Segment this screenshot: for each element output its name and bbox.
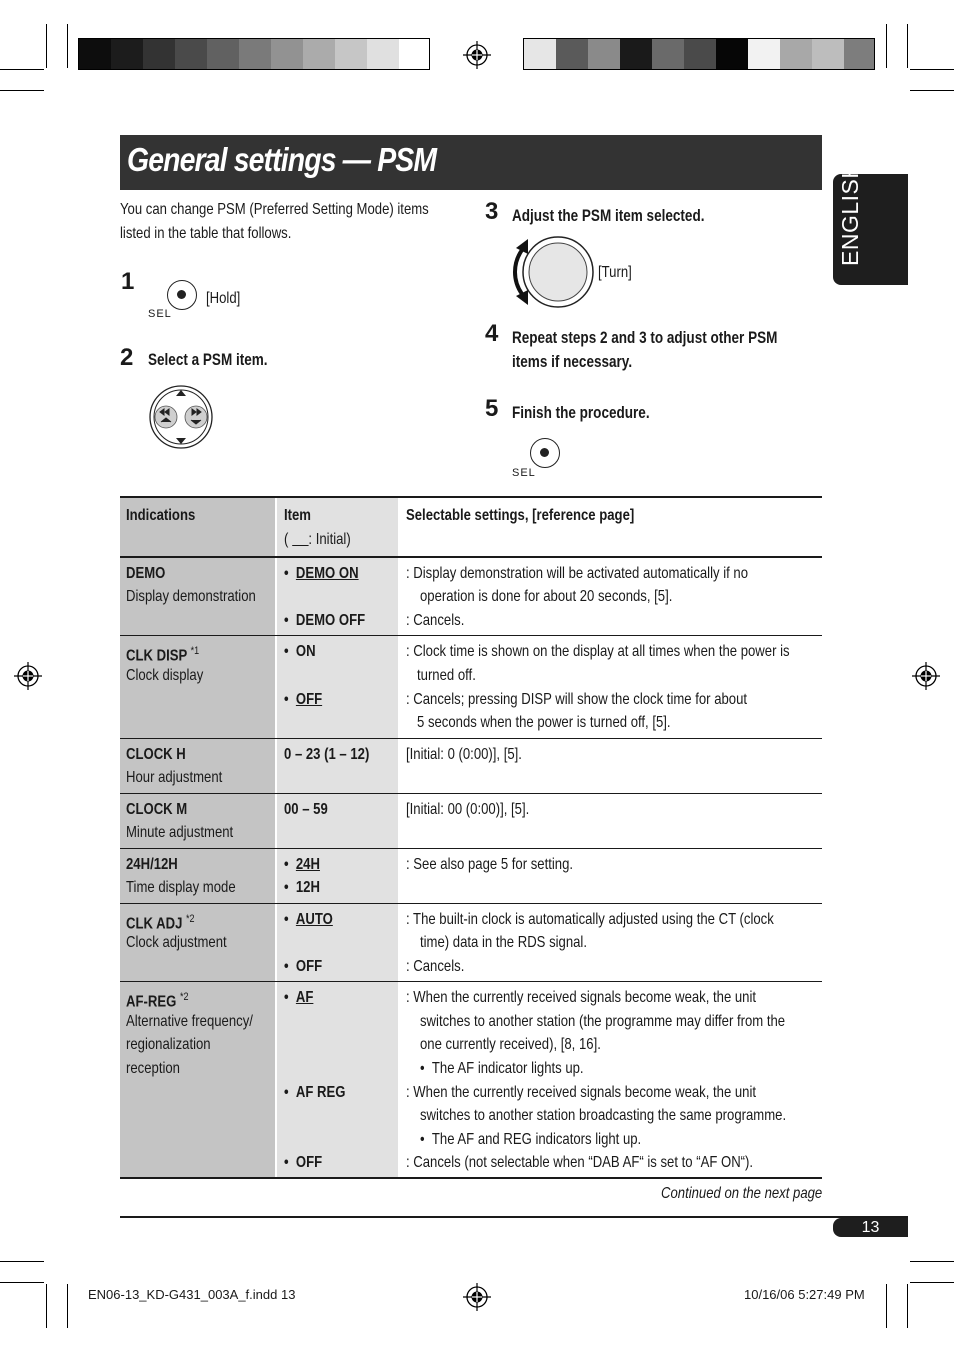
color-bar-right xyxy=(523,38,875,70)
row-afreg-setting: • The AF indicator lights up. xyxy=(420,1060,584,1077)
crop-mark xyxy=(46,24,47,68)
crop-mark xyxy=(910,69,954,70)
row-clkadj-name: CLK ADJ $^{*2}$ xyxy=(126,913,195,933)
table-rule xyxy=(120,903,822,904)
row-clkdisp-option: • ON xyxy=(284,643,316,660)
step-4-number: 4 xyxy=(485,320,499,347)
color-bar-left xyxy=(78,38,430,70)
step-5-text: Finish the procedure. xyxy=(512,404,650,422)
row-24h-setting: : See also page 5 for setting. xyxy=(406,856,574,873)
header-settings: Selectable settings, [reference page] xyxy=(406,507,635,524)
date-slug: 10/16/06 5:27:49 PM xyxy=(744,1287,865,1302)
step-4-line-2: items if necessary. xyxy=(512,353,633,371)
continued-note: Continued on the next page xyxy=(661,1185,823,1202)
row-demo-setting: operation is done for about 20 seconds, [5]. xyxy=(420,588,673,605)
crop-mark xyxy=(0,69,44,70)
crop-mark xyxy=(910,1282,954,1283)
title-band xyxy=(120,135,822,190)
crop-mark xyxy=(46,1284,47,1328)
language-tab xyxy=(833,161,908,285)
row-clkadj-setting: : The built-in clock is automatically adjusted using the CT (clock xyxy=(406,911,774,928)
table-rule xyxy=(120,793,822,794)
crop-mark xyxy=(67,1284,68,1328)
row-clockh-desc: Hour adjustment xyxy=(126,769,223,786)
registration-mark-icon xyxy=(463,1283,491,1311)
step-5-number: 5 xyxy=(485,395,499,422)
row-clkdisp-setting: 5 seconds when the power is turned off, [5]. xyxy=(417,714,671,731)
header-indications: Indications xyxy=(126,507,196,524)
crop-mark xyxy=(0,1261,44,1262)
row-clkadj-desc: Clock adjustment xyxy=(126,934,227,951)
crop-mark xyxy=(0,1282,44,1283)
row-afreg-desc: Alternative frequency/ xyxy=(126,1013,253,1030)
row-afreg-setting: one currently received), [8, 16]. xyxy=(420,1036,601,1053)
row-clkdisp-option: • OFF xyxy=(284,691,323,708)
row-clkdisp-setting: : Clock time is shown on the display at all times when the power is xyxy=(406,643,790,660)
row-24h-name: 24H/12H xyxy=(126,856,178,873)
step-1-number: 1 xyxy=(121,268,135,295)
crop-mark xyxy=(886,1284,887,1328)
column-shade xyxy=(277,497,398,1178)
registration-mark-icon xyxy=(912,662,940,690)
sel-button-icon xyxy=(167,280,197,310)
header-item-sub-open: ( xyxy=(284,531,293,548)
crop-mark xyxy=(0,90,44,91)
row-afreg-option: • AF REG xyxy=(284,1084,346,1101)
row-clockh-name: CLOCK H xyxy=(126,746,186,763)
sel-button-icon xyxy=(530,438,560,468)
row-demo-option: • DEMO OFF xyxy=(284,612,366,629)
row-demo-setting: : Cancels. xyxy=(406,612,465,629)
table-rule xyxy=(120,1177,822,1179)
step-2-text: Select a PSM item. xyxy=(148,351,268,369)
step-3-number: 3 xyxy=(485,198,499,225)
row-clkadj-option: • AUTO xyxy=(284,911,333,928)
table-rule xyxy=(120,738,822,739)
row-demo-name: DEMO xyxy=(126,565,166,582)
step-4-line-1: Repeat steps 2 and 3 to adjust other PSM xyxy=(512,329,778,347)
footer-rule xyxy=(120,1216,908,1218)
control-dial-icon xyxy=(148,384,214,450)
row-afreg-option: • AF xyxy=(284,989,314,1006)
row-clockm-item: 00 – 59 xyxy=(284,801,328,818)
row-afreg-name: AF-REG $^{*2}$ xyxy=(126,991,189,1011)
language-label: ENGLISH xyxy=(837,161,863,266)
crop-mark xyxy=(907,24,908,68)
row-clkdisp-setting: turned off. xyxy=(417,667,476,684)
intro-line-2: listed in the table that follows. xyxy=(120,225,292,242)
table-rule xyxy=(120,848,822,849)
header-item-sub xyxy=(284,528,351,552)
sel-label: SEL xyxy=(148,308,172,320)
step-3-text: Adjust the PSM item selected. xyxy=(512,207,705,225)
row-afreg-setting: switches to another station broadcasting the same programme. xyxy=(420,1107,787,1124)
row-clockm-setting: [Initial: 00 (0:00)], [5]. xyxy=(406,801,530,818)
row-clkadj-option: • OFF xyxy=(284,958,323,975)
turn-label: [Turn] xyxy=(598,264,632,281)
row-24h-desc: Time display mode xyxy=(126,879,236,896)
row-clkdisp-setting: : Cancels; pressing DISP will show the clock time for about xyxy=(406,691,748,708)
crop-mark xyxy=(886,24,887,68)
intro-line-1: You can change PSM (Preferred Setting Mode) items xyxy=(120,201,429,218)
row-clkadj-setting: : Cancels. xyxy=(406,958,465,975)
hold-label: [Hold] xyxy=(206,290,241,307)
row-clockm-name: CLOCK M xyxy=(126,801,188,818)
row-clkadj-setting: time) data in the RDS signal. xyxy=(420,934,587,951)
registration-mark-icon xyxy=(14,662,42,690)
row-24h-option: • 12H xyxy=(284,879,320,896)
row-clockh-setting: [Initial: 0 (0:00)], [5]. xyxy=(406,746,522,763)
row-clockh-item: 0 – 23 (1 – 12) xyxy=(284,746,370,763)
row-afreg-setting: : When the currently received signals become weak, the unit xyxy=(406,1084,757,1101)
row-afreg-setting: : Cancels (not selectable when “DAB AF“ is set to “AF ON“). xyxy=(406,1154,754,1171)
psm-table xyxy=(120,496,822,1180)
table-rule xyxy=(120,556,822,558)
crop-mark xyxy=(67,24,68,68)
row-afreg-setting: • The AF and REG indicators light up. xyxy=(420,1131,642,1148)
registration-mark-icon xyxy=(463,41,491,69)
row-afreg-desc: reception xyxy=(126,1060,180,1077)
row-demo-setting: : Display demonstration will be activated automatically if no xyxy=(406,565,749,582)
row-demo-option: • DEMO ON xyxy=(284,565,359,582)
crop-mark xyxy=(910,1261,954,1262)
step-2-number: 2 xyxy=(120,344,134,371)
row-clkdisp-name: CLK DISP $^{*1}$ xyxy=(126,645,200,665)
row-afreg-setting: : When the currently received signals become weak, the unit xyxy=(406,989,757,1006)
table-rule xyxy=(120,635,822,636)
header-item-sub-close: : Initial) xyxy=(308,531,351,548)
crop-mark xyxy=(907,1284,908,1328)
row-24h-option: • 24H xyxy=(284,856,320,873)
row-afreg-option: • OFF xyxy=(284,1154,323,1171)
row-clockm-desc: Minute adjustment xyxy=(126,824,234,841)
table-rule xyxy=(120,981,822,982)
page-title: General settings — PSM xyxy=(127,141,437,178)
sel-label: SEL xyxy=(512,467,536,479)
page-number: 13 xyxy=(833,1218,908,1237)
row-demo-desc: Display demonstration xyxy=(126,588,256,605)
table-rule xyxy=(120,496,822,498)
row-afreg-desc: regionalization xyxy=(126,1036,211,1053)
turn-dial-icon xyxy=(510,236,596,310)
row-clkdisp-desc: Clock display xyxy=(126,667,204,684)
file-slug: EN06-13_KD-G431_003A_f.indd 13 xyxy=(88,1287,296,1302)
crop-mark xyxy=(910,90,954,91)
row-afreg-setting: switches to another station (the programme may differ from the xyxy=(420,1013,786,1030)
header-item: Item xyxy=(284,507,311,524)
